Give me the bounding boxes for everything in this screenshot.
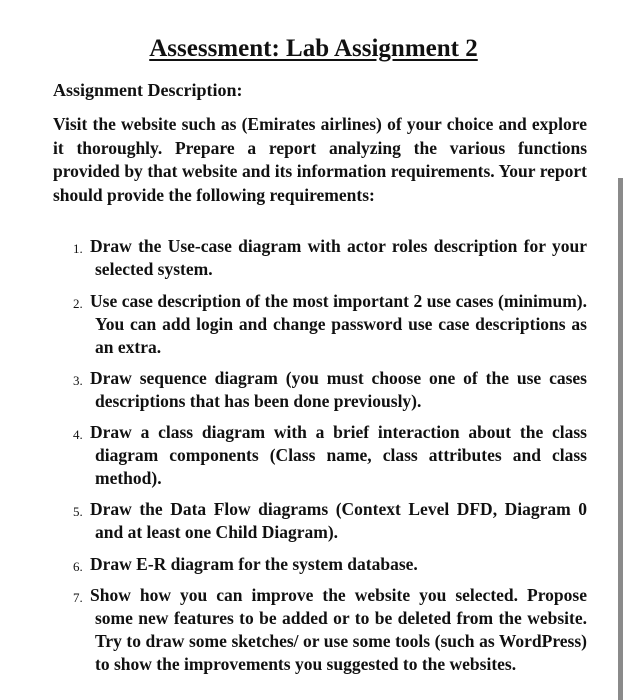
list-item-number: 3. xyxy=(73,373,83,388)
list-item-number: 7. xyxy=(73,590,83,605)
section-heading: Assignment Description: xyxy=(53,80,243,100)
list-item-number: 1. xyxy=(73,241,83,256)
page-edge-shadow xyxy=(618,178,623,700)
list-item-text: Draw the Use-case diagram with actor roles description for your selected system. xyxy=(90,236,587,279)
list-item xyxy=(73,584,587,676)
list-item-text: Draw a class diagram with a brief interaction about the class diagram components (Class name, class attributes and class method). xyxy=(90,422,587,488)
list-item-text: Draw sequence diagram (you must choose one of the use cases descriptions that has been done previously). xyxy=(90,368,587,411)
list-item-number: 6. xyxy=(73,559,83,574)
list-item-number: 2. xyxy=(73,296,83,311)
intro-paragraph: Visit the website such as (Emirates airlines) of your choice and explore it thoroughly. Prepare a report analyzing the various functions provided by that website and its information requirements. Your report should provide the following requirements: xyxy=(53,114,587,205)
list-item xyxy=(73,553,587,576)
list-item-number: 5. xyxy=(73,504,83,519)
list-item-number: 4. xyxy=(73,427,83,442)
list-item-text: Show how you can improve the website you selected. Propose some new features to be added or to be deleted from the website. Try to draw some sketches/ or use some tools (such as WordPress) to show the improvements you suggested to the websites. xyxy=(90,585,587,674)
list-item-text: Draw E-R diagram for the system database. xyxy=(90,554,418,574)
list-item xyxy=(73,498,587,544)
list-item xyxy=(73,290,587,359)
list-item-text: Use case description of the most important 2 use cases (minimum). You can add login and change password use case descriptions as an extra. xyxy=(90,291,587,357)
list-item xyxy=(73,367,587,413)
list-item xyxy=(73,235,587,281)
list-item xyxy=(73,421,587,490)
page-title: Assessment: Lab Assignment 2 xyxy=(149,35,478,62)
list-item-text: Draw the Data Flow diagrams (Context Level DFD, Diagram 0 and at least one Child Diagram). xyxy=(90,499,587,542)
